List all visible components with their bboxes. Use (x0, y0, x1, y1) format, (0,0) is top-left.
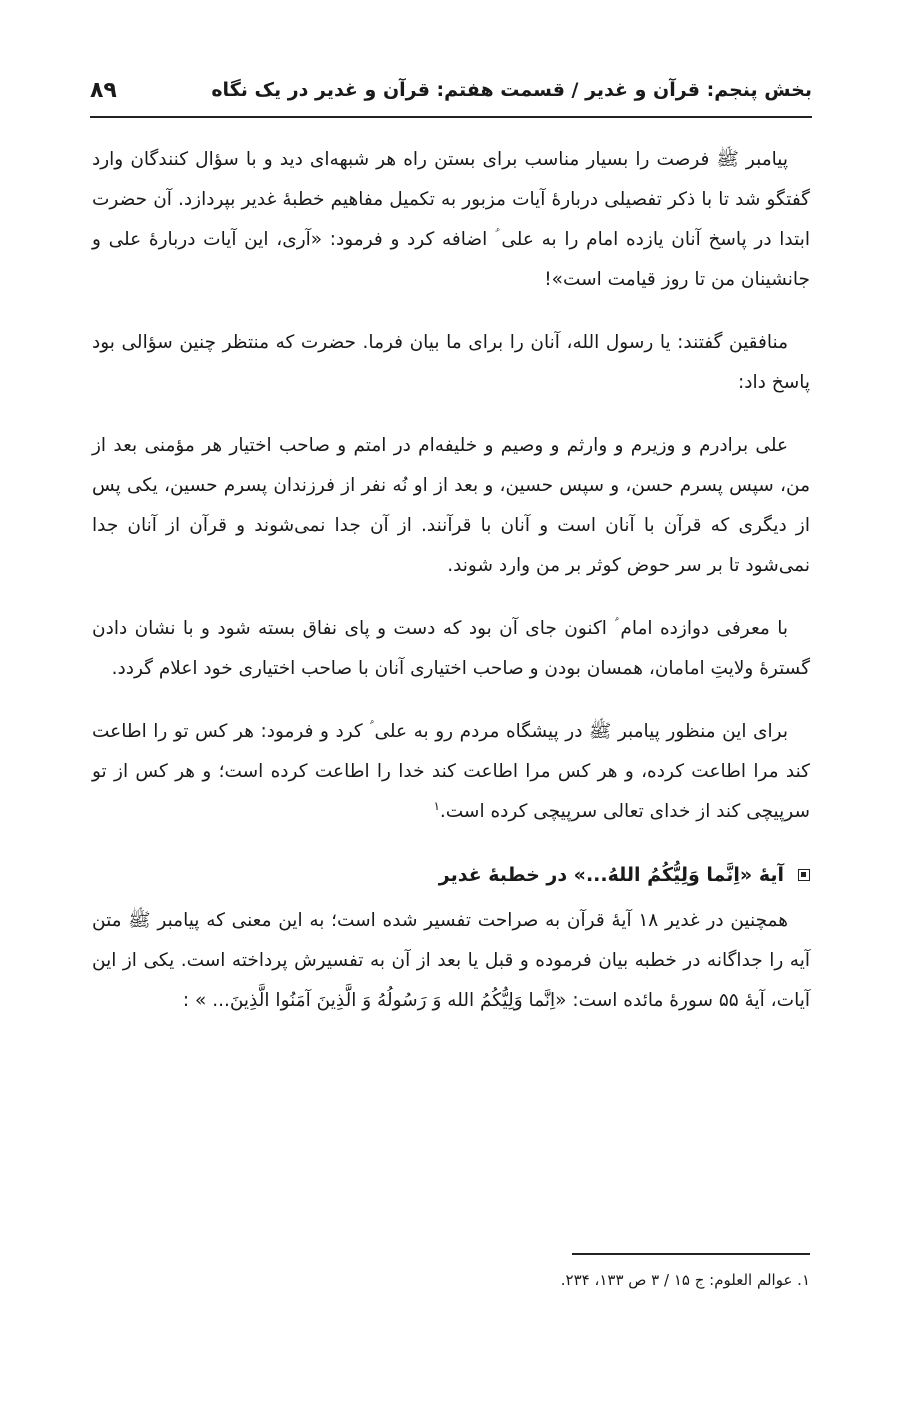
page-number: ۸۹ (90, 77, 117, 103)
paragraph-1: پیامبر ﷺ فرصت را بسیار مناسب برای بستن راه هر شبهه‌ای دید و با سؤال کنندگان وارد گفتگو شد تا با ذکر تفصیلی دربارهٔ آیات مزبور به تکمیل مفاهیم خطبهٔ غدیر بپردازد. آن حضرت ابتدا در پاسخ آنان یازده امام را به علی ؑ اضافه کرد و فرمود: «آری، این آیات دربارهٔ علی و جانشینان من تا روز قیامت است»! (92, 149, 810, 290)
footnote: ۱. عوالم العلوم: ج ۱۵ / ۳ ص ۱۳۳، ۲۳۴. (560, 1271, 810, 1289)
paragraph-4: با معرفی دوازده امام ؑ اکنون جای آن بود که دست و پای نفاق بسته شود و با نشان دادن گسترهٔ ولایتِ امامان، همسان بودن و صاحب اختیاری آنان با صاحب اختیاری خود اعلام گردد. (92, 618, 810, 679)
running-header (90, 70, 812, 110)
footnote-divider (572, 1253, 810, 1255)
section-heading (92, 855, 810, 895)
section-heading-text: آیهٔ «اِنَّما وَلِیُّکُمُ اللهُ...» در خطبهٔ غدیر (438, 864, 784, 886)
paragraph-2: منافقین گفتند: یا رسول الله، آنان را برای ما بیان فرما. حضرت که منتظر چنین سؤالی بود پاسخ داد: (92, 332, 810, 393)
square-bullet-icon (798, 869, 810, 881)
running-header-title: بخش پنجم: قرآن و غدیر / قسمت هفتم: قرآن و غدیر در یک نگاه (211, 79, 812, 101)
section-paragraph: همچنین در غدیر ۱۸ آیهٔ قرآن به صراحت تفسیر شده است؛ به این معنی که پیامبر ﷺ متن آیه را جداگانه در خطبه بیان فرموده و قبل یا بعد از آن به تفسیرش پرداخته است. یکی از این آیات، آیهٔ ۵۵ سورهٔ مائده است: «اِنَّما وَلِیُّکُمُ الله وَ رَسُولُهُ وَ الَّذِینَ آمَنُوا الَّذِینَ... » : (92, 910, 810, 1011)
header-divider (90, 116, 812, 118)
paragraph-3: علی برادرم و وزیرم و وارثم و وصیم و خلیفه‌ام در امتم و صاحب اختیار هر مؤمنی بعد از من، سپس پسرم حسن، و سپس حسین، و بعد از او نُه نفر از فرزندان پسرم حسین، یکی پس از دیگری که قرآن با آنان است و آنان با قرآنند. از آن جدا نمی‌شوند و قرآن از آنان جدا نمی‌شود تا بر سر حوض کوثر بر من وارد شوند. (92, 435, 810, 576)
paragraph-5-text: برای این منظور پیامبر ﷺ در پیشگاه مردم رو به علی ؑ کرد و فرمود: هر کس تو را اطاعت کند مرا اطاعت کرده، و هر کس مرا اطاعت کند خدا را اطاعت کرده است؛ و هر کس از تو سرپیچی کند از خدای تعالی سرپیچی کرده است. (92, 721, 810, 822)
body-text (92, 140, 810, 1044)
footnote-reference[interactable]: ۱ (433, 798, 440, 813)
paragraph-5 (92, 712, 810, 832)
